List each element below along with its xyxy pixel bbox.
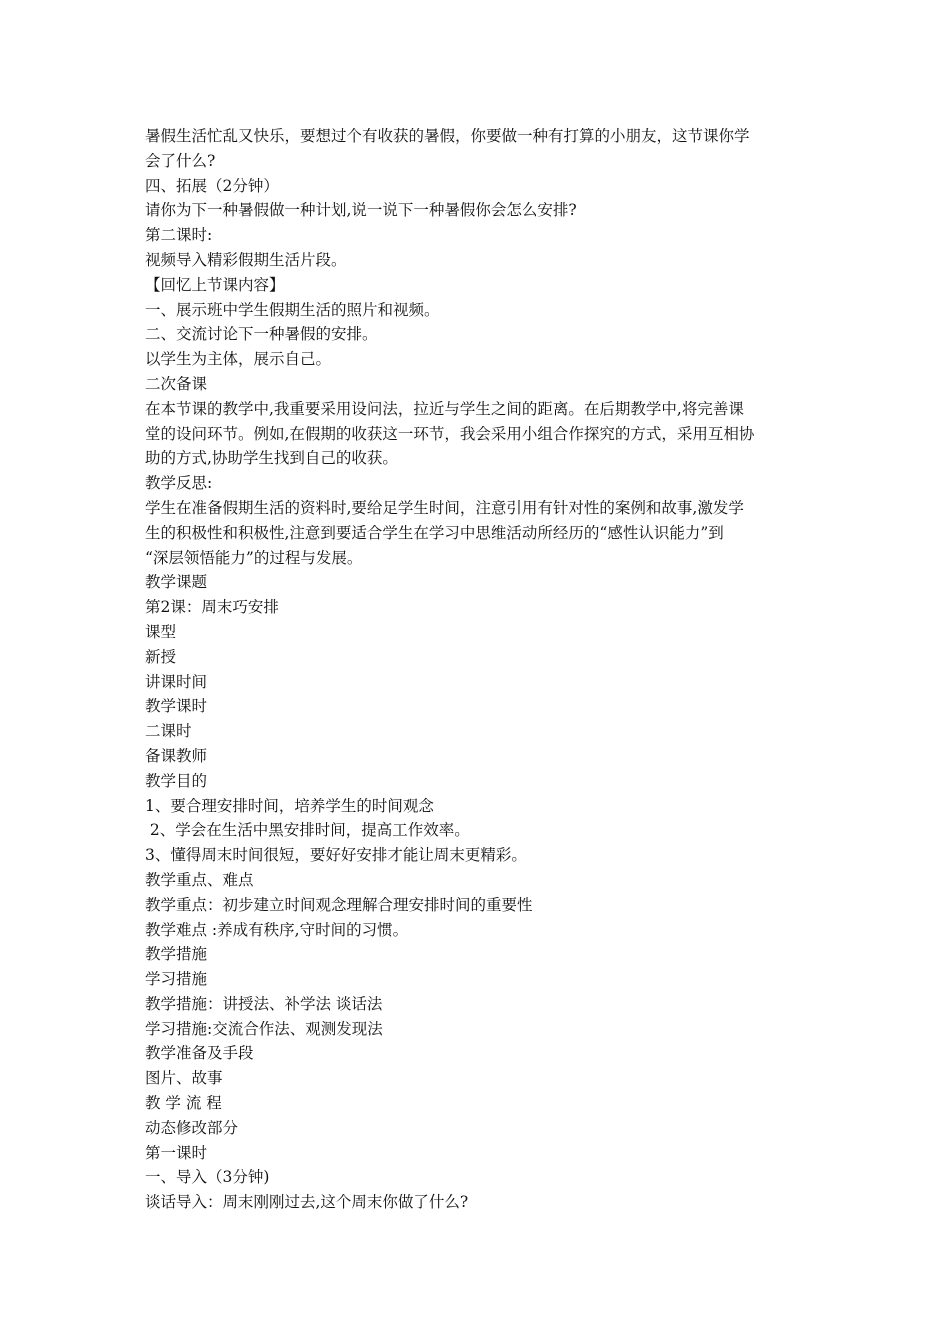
section-heading: 四、拓展（2分钟） bbox=[145, 176, 279, 195]
text-line: 视频导入精彩假期生活片段。 bbox=[145, 250, 347, 269]
text-line: 在本节课的教学中,我重要采用设问法，拉近与学生之间的距离。在后期教学中,将完善课 bbox=[145, 399, 744, 418]
list-item: 1、要合理安排时间，培养学生的时间观念 bbox=[145, 796, 434, 815]
field-value: 新授 bbox=[145, 647, 177, 666]
text-line: 学生在准备假期生活的资料时,要给足学生时间，注意引用有针对性的案例和故事,激发学 bbox=[145, 498, 744, 517]
section-heading: 【回忆上节课内容】 bbox=[145, 275, 285, 294]
text-line: 教学措施：讲授法、补学法 谈话法 bbox=[145, 994, 383, 1013]
field-label: 教学准备及手段 bbox=[145, 1044, 254, 1063]
field-label: 教学重点、难点 bbox=[145, 870, 254, 889]
text-line: 会了什么? bbox=[145, 151, 216, 170]
field-label: 教学课题 bbox=[145, 573, 208, 592]
list-item: 3、懂得周末时间很短，要好好安排才能让周末更精彩。 bbox=[145, 846, 527, 865]
field-label: 课型 bbox=[145, 622, 177, 641]
field-label: 教学课时 bbox=[145, 697, 208, 716]
field-label: 教 学 流 程 bbox=[145, 1094, 222, 1113]
section-heading: 一、导入（3分钟) bbox=[145, 1168, 270, 1187]
text-line: 以学生为主体，展示自己。 bbox=[145, 350, 332, 369]
section-heading: 第二课时: bbox=[145, 226, 213, 245]
text-line: 教学重点：初步建立时间观念理解合理安排时间的重要性 bbox=[145, 895, 533, 914]
text-line: 学习措施:交流合作法、观测发现法 bbox=[145, 1019, 383, 1038]
lesson-title: 第2课：周末巧安排 bbox=[145, 598, 279, 617]
field-label: 备课教师 bbox=[145, 746, 208, 765]
field-value: 图片、故事 bbox=[145, 1069, 223, 1088]
text-line: “深层领悟能力”的过程与发展。 bbox=[145, 548, 363, 567]
field-label: 讲课时间 bbox=[145, 672, 208, 691]
section-heading: 二次备课 bbox=[145, 374, 208, 393]
text-line: 一、展示班中学生假期生活的照片和视频。 bbox=[145, 300, 440, 319]
list-item: 2、学会在生活中黑安排时间，提高工作效率。 bbox=[145, 821, 470, 840]
section-heading: 第一课时 bbox=[145, 1143, 208, 1162]
text-line: 堂的设问环节。例如,在假期的收获这一环节，我会采用小组合作探究的方式，采用互相协 bbox=[145, 424, 755, 443]
field-value: 二课时 bbox=[145, 722, 192, 741]
field-label: 动态修改部分 bbox=[145, 1118, 239, 1137]
document-body bbox=[145, 124, 810, 1215]
text-line: 暑假生活忙乱又快乐，要想过个有收获的暑假，你要做一种有打算的小朋友，这节课你学 bbox=[145, 127, 750, 145]
field-label: 教学目的 bbox=[145, 771, 208, 790]
text-line: 生的积极性和积极性,注意到要适合学生在学习中思维活动所经历的“感性认识能力”到 bbox=[145, 523, 724, 542]
text-line: 教学难点 :养成有秩序,守时间的习惯。 bbox=[145, 920, 409, 939]
text-line: 谈话导入：周末刚刚过去,这个周末你做了什么? bbox=[145, 1193, 469, 1212]
text-line: 助的方式,协助学生找到自己的收获。 bbox=[145, 449, 398, 468]
field-label: 学习措施 bbox=[145, 970, 208, 989]
text-line: 二、交流讨论下一种暑假的安排。 bbox=[145, 325, 378, 344]
field-label: 教学措施 bbox=[145, 945, 208, 964]
text-line: 请你为下一种暑假做一种计划,说一说下一种暑假你会怎么安排? bbox=[145, 201, 577, 220]
section-heading: 教学反思: bbox=[145, 474, 213, 493]
